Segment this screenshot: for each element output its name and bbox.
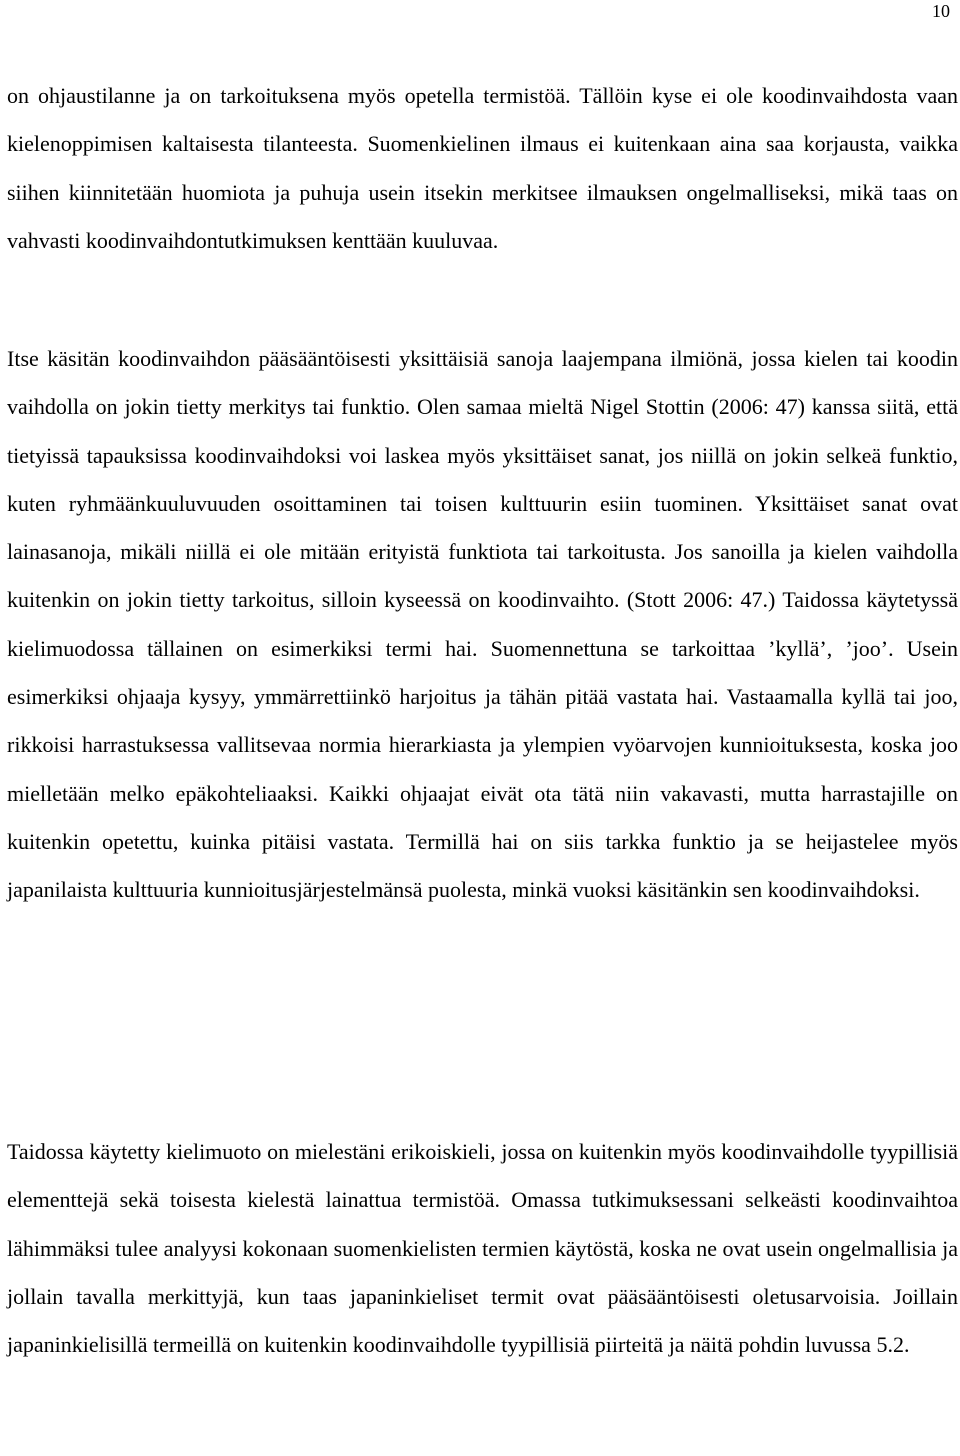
body-paragraph: on ohjaustilanne ja on tarkoituksena myös opetella termistöä. Tällöin kyse ei ole koodinvaihdosta vaan kielenoppimisen kaltaisesta tilanteesta. Suomenkielinen ilmaus ei kuitenkaan aina saa korjausta, vaikka siihen kiinnitetään huomiota ja puhuja usein itsekin merkitsee ilmauksen ongelmalliseksi, mikä taas on vahvasti koodinvaihdontutkimuksen kenttään kuuluvaa.	[7, 83, 958, 253]
body-paragraph: Itse käsitän koodinvaihdon pääsääntöisesti yksittäisiä sanoja laajempana ilmiönä, jossa kielen tai koodin vaihdolla on jokin tietty merkitys tai funktio. Olen samaa mieltä Nigel Stottin (2006: 47) kanssa siitä, että tietyissä tapauksissa koodinvaihdoksi voi laskea myös yksittäiset sanat, jos niillä on jokin selkeä funktio, kuten ryhmäänkuuluvuuden osoittaminen tai toisen kulttuurin esiin tuominen. Yksittäiset sanat ovat lainasanoja, mikäli niillä ei ole mitään erityistä funktiota tai tarkoitusta. Jos sanoilla ja kielen vaihdolla kuitenkin on jokin tietty tarkoitus, silloin kyseessä on koodinvaihto. (Stott 2006: 47.) Taidossa käytetyssä kielimuodossa tällainen on esimerkiksi termi hai. Suomennettuna se tarkoittaa ’kyllä’, ’joo’. Usein esimerkiksi ohjaaja kysyy, ymmärrettiinkö harjoitus ja tähän pitää vastata hai. Vastaamalla kyllä tai joo, rikkoisi harrastuksessa vallitsevaa normia hierarkiasta ja ylempien vyöarvojen kunnioituksesta, koska joo mielletään melko epäkohteliaaksi. Kaikki ohjaajat eivät ota tätä niin vakavasti, mutta harrastajille on kuitenkin opetettu, kuinka pitäisi vastata. Termillä hai on siis tarkka funktio ja se heijastelee myös japanilaista kulttuuria kunnioitusjärjestelmänsä puolesta, minkä vuoksi käsitänkin sen koodinvaihdoksi.	[7, 346, 958, 903]
page-number: 10	[932, 1, 950, 21]
body-paragraph: Taidossa käytetty kielimuoto on mielestäni erikoiskieli, jossa on kuitenkin myös koodinvaihdolle tyypillisiä elementtejä sekä toisesta kielestä lainattua termistöä. Omassa tutkimuksessani selkeästi koodinvaihtoa lähimmäksi tulee analyysi kokonaan suomenkielisten termien käytöstä, koska ne ovat usein ongelmallisia ja jollain tavalla merkittyjä, kun taas japaninkieliset termit ovat pääsääntöisesti oletusarvoisia. Joillain japaninkielisillä termeillä on kuitenkin koodinvaihdolle tyypillisiä piirteitä ja näitä pohdin luvussa 5.2.	[7, 1139, 958, 1358]
